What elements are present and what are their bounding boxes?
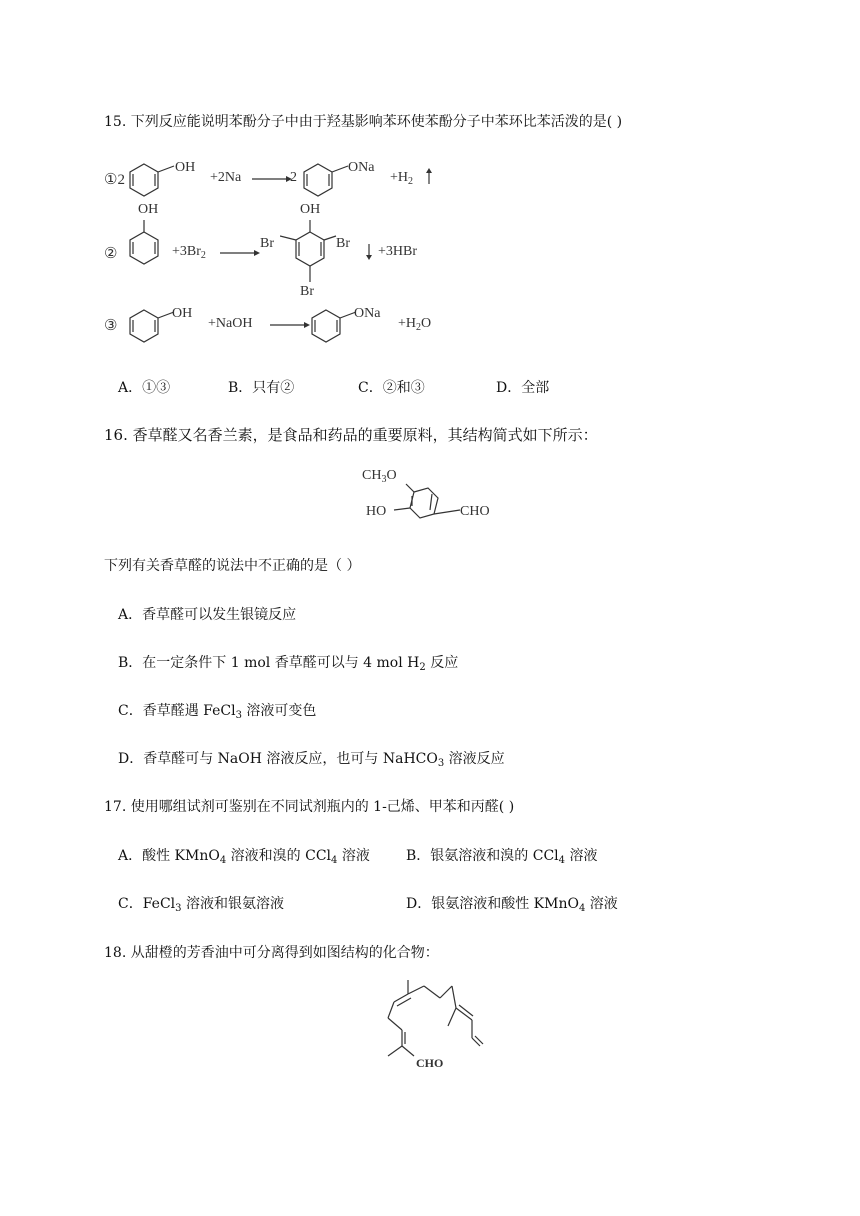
- r3-h2o: $+H_2O$: [398, 316, 432, 333]
- r2-arrow: [220, 248, 260, 258]
- q17-option-d[interactable]: D．银氨溶液和酸性 KMnO$_4$ 溶液: [406, 896, 618, 914]
- r2-phenol-ring: [124, 218, 164, 274]
- q17-stem: 17. 使用哪组试剂可鉴别在不同试剂瓶内的 1-己烯、甲苯和丙醛( ): [104, 799, 515, 815]
- q15-stem: 15. 下列反应能说明苯酚分子中由于羟基影响苯环使苯酚分子中苯环比苯活泼的是( ): [104, 114, 623, 130]
- q16-option-c[interactable]: C．香草醛遇 FeCl$_3$ 溶液可变色: [118, 703, 317, 721]
- r2-oh: OH: [138, 202, 159, 217]
- r2-reagent: $+3Br_2$: [172, 244, 206, 261]
- vanillin-ho: HO: [366, 504, 387, 519]
- r2-br-right: Br: [336, 236, 350, 251]
- r2-tribromophenol-ring: [280, 218, 340, 288]
- r2-number: ②: [104, 246, 118, 262]
- q18-stem: 18. 从甜橙的芳香油中可分离得到如图结构的化合物：: [104, 945, 439, 961]
- q16-stem: 16. 香草醛又名香兰素，是食品和药品的重要原料，其结构简式如下所示：: [104, 426, 598, 444]
- q16-prompt: 下列有关香草醛的说法中不正确的是（ ）: [104, 558, 361, 574]
- r1-plus-na: +2Na: [210, 170, 242, 185]
- q17-option-a[interactable]: A．酸性 KMnO$_4$ 溶液和溴的 CCl$_4$ 溶液: [118, 848, 370, 866]
- r1-ona: ONa: [348, 160, 375, 175]
- vanillin-ch3o: $CH_3O$: [362, 468, 397, 485]
- q15-option-b[interactable]: B．只有②: [228, 380, 295, 396]
- r1-h2: $+H_2$: [390, 170, 414, 187]
- r3-number: ③: [104, 318, 118, 334]
- q16-option-a[interactable]: A．香草醛可以发生银镜反应: [118, 607, 297, 623]
- q15-option-a[interactable]: A．①③: [118, 380, 171, 396]
- r1-oh: OH: [175, 160, 196, 175]
- r3-oh: OH: [172, 306, 193, 321]
- r1-number: ①2: [104, 172, 125, 188]
- q16-option-b[interactable]: B．在一定条件下 1 mol 香草醛可以与 4 mol $H_2$ 反应: [118, 655, 459, 673]
- gas-arrow-icon: [424, 168, 434, 184]
- r3-arrow: [270, 320, 310, 330]
- r1-coef: 2: [290, 170, 297, 185]
- r2-hbr: +3HBr: [378, 244, 418, 259]
- r1-arrow: [252, 174, 292, 184]
- r3-ona: ONa: [354, 306, 381, 321]
- q17-option-b[interactable]: B．银氨溶液和溴的 CCl$_4$ 溶液: [406, 848, 598, 866]
- vanillin-ring: [392, 478, 464, 530]
- r2-product-oh: OH: [300, 202, 321, 217]
- q15-option-d[interactable]: D．全部: [496, 380, 550, 396]
- q18-cho: CHO: [416, 1056, 444, 1070]
- precipitate-arrow-icon: [364, 244, 374, 260]
- vanillin-cho: CHO: [460, 504, 490, 519]
- r2-br-bottom: Br: [300, 284, 314, 299]
- r2-br-left: Br: [260, 236, 274, 251]
- r3-naoh: +NaOH: [208, 316, 253, 331]
- q17-option-c[interactable]: C．FeCl$_3$ 溶液和银氨溶液: [118, 896, 284, 914]
- q16-option-d[interactable]: D．香草醛可与 NaOH 溶液反应，也可与 NaHCO$_3$ 溶液反应: [118, 751, 505, 769]
- q15-option-c[interactable]: C．②和③: [358, 380, 425, 396]
